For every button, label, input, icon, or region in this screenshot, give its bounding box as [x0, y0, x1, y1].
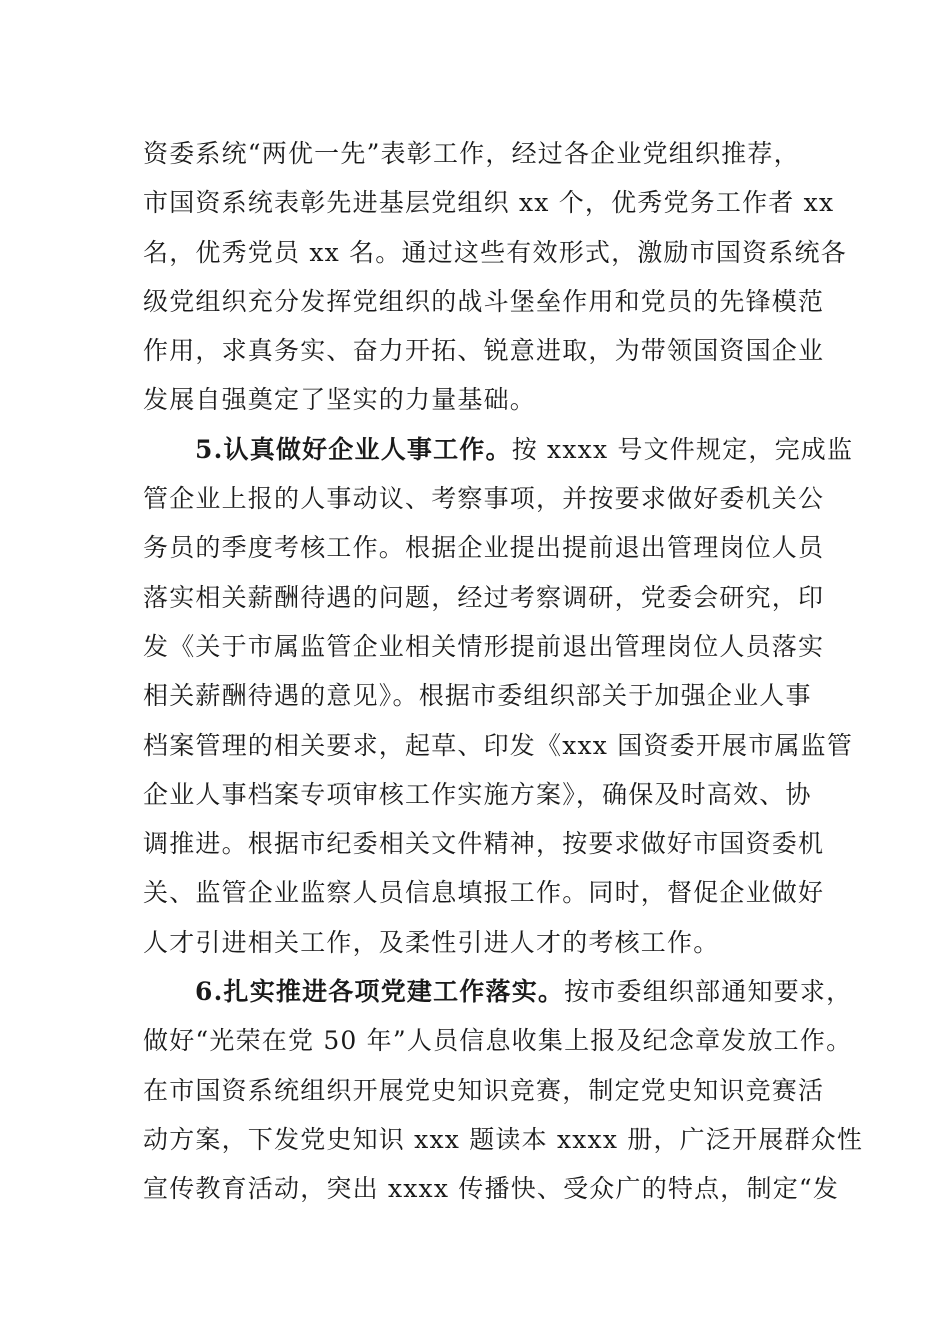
section-5-first-line [143, 425, 854, 474]
paragraph-line: 资委系统“两优一先”表彰工作，经过各企业党组织推荐， [143, 139, 800, 168]
paragraph-line: 宣传教育活动，突出 xxxx 传播快、受众广的特点，制定“发 [143, 1174, 840, 1204]
paragraph-line: 发《关于市属监管企业相关情形提前退出管理岗位人员落实 [143, 631, 825, 661]
paragraph-line: 人才引进相关工作，及柔性引进人才的考核工作。 [143, 927, 720, 957]
paragraph-line: 档案管理的相关要求，起草、印发《xxx 国资委开展市属监管 [143, 730, 854, 760]
paragraph-line: 在市国资系统组织开展党史知识竞赛，制定党史知识竞赛活 [143, 1075, 825, 1105]
paragraph-line: 做好“光荣在党 50 年”人员信息收集上报及纪念章发放工作。 [143, 1026, 853, 1056]
paragraph-line: 动方案，下发党史知识 xxx 题读本 xxxx 册，广泛开展群众性 [143, 1124, 864, 1154]
section-6-first-line [143, 967, 853, 1016]
paragraph-line: 发展自强奠定了坚实的力量基础。 [143, 385, 537, 415]
paragraph-line: 作用，求真务实、奋力开拓、锐意进取，为带领国资国企业 [143, 336, 825, 366]
section-6-first-line-text: 按市委组织部通知要求， [564, 977, 853, 1007]
paragraph-line: 市国资系统表彰先进基层党组织 xx 个，优秀党务工作者 xx [143, 188, 835, 218]
section-5-first-line-text: 按 xxxx 号文件规定，完成监 [511, 434, 854, 464]
paragraph-line: 调推进。根据市纪委相关文件精神，按要求做好市国资委机 [143, 829, 825, 859]
paragraph-line: 管企业上报的人事动议、考察事项，并按要求做好委机关公 [143, 484, 825, 514]
paragraph-line: 相关薪酬待遇的意见》。根据市委组织部关于加强企业人事 [143, 681, 812, 711]
section-6-heading: 6.扎实推进各项党建工作落实。 [195, 977, 565, 1007]
paragraph-line: 企业人事档案专项审核工作实施方案》，确保及时高效、协 [143, 779, 812, 809]
paragraph-line: 务员的季度考核工作。根据企业提出提前退出管理岗位人员 [143, 533, 825, 563]
paragraph-line: 级党组织充分发挥党组织的战斗堡垒作用和党员的先锋模范 [143, 286, 825, 316]
paragraph-line: 关、监管企业监察人员信息填报工作。同时，督促企业做好 [143, 878, 825, 908]
paragraph-line: 名，优秀党员 xx 名。通过这些有效形式，激励市国资系统各 [143, 237, 847, 267]
section-5-heading: 5.认真做好企业人事工作。 [195, 434, 512, 464]
paragraph-line: 落实相关薪酬待遇的问题，经过考察调研，党委会研究，印 [143, 582, 825, 612]
document-body [143, 129, 864, 1214]
